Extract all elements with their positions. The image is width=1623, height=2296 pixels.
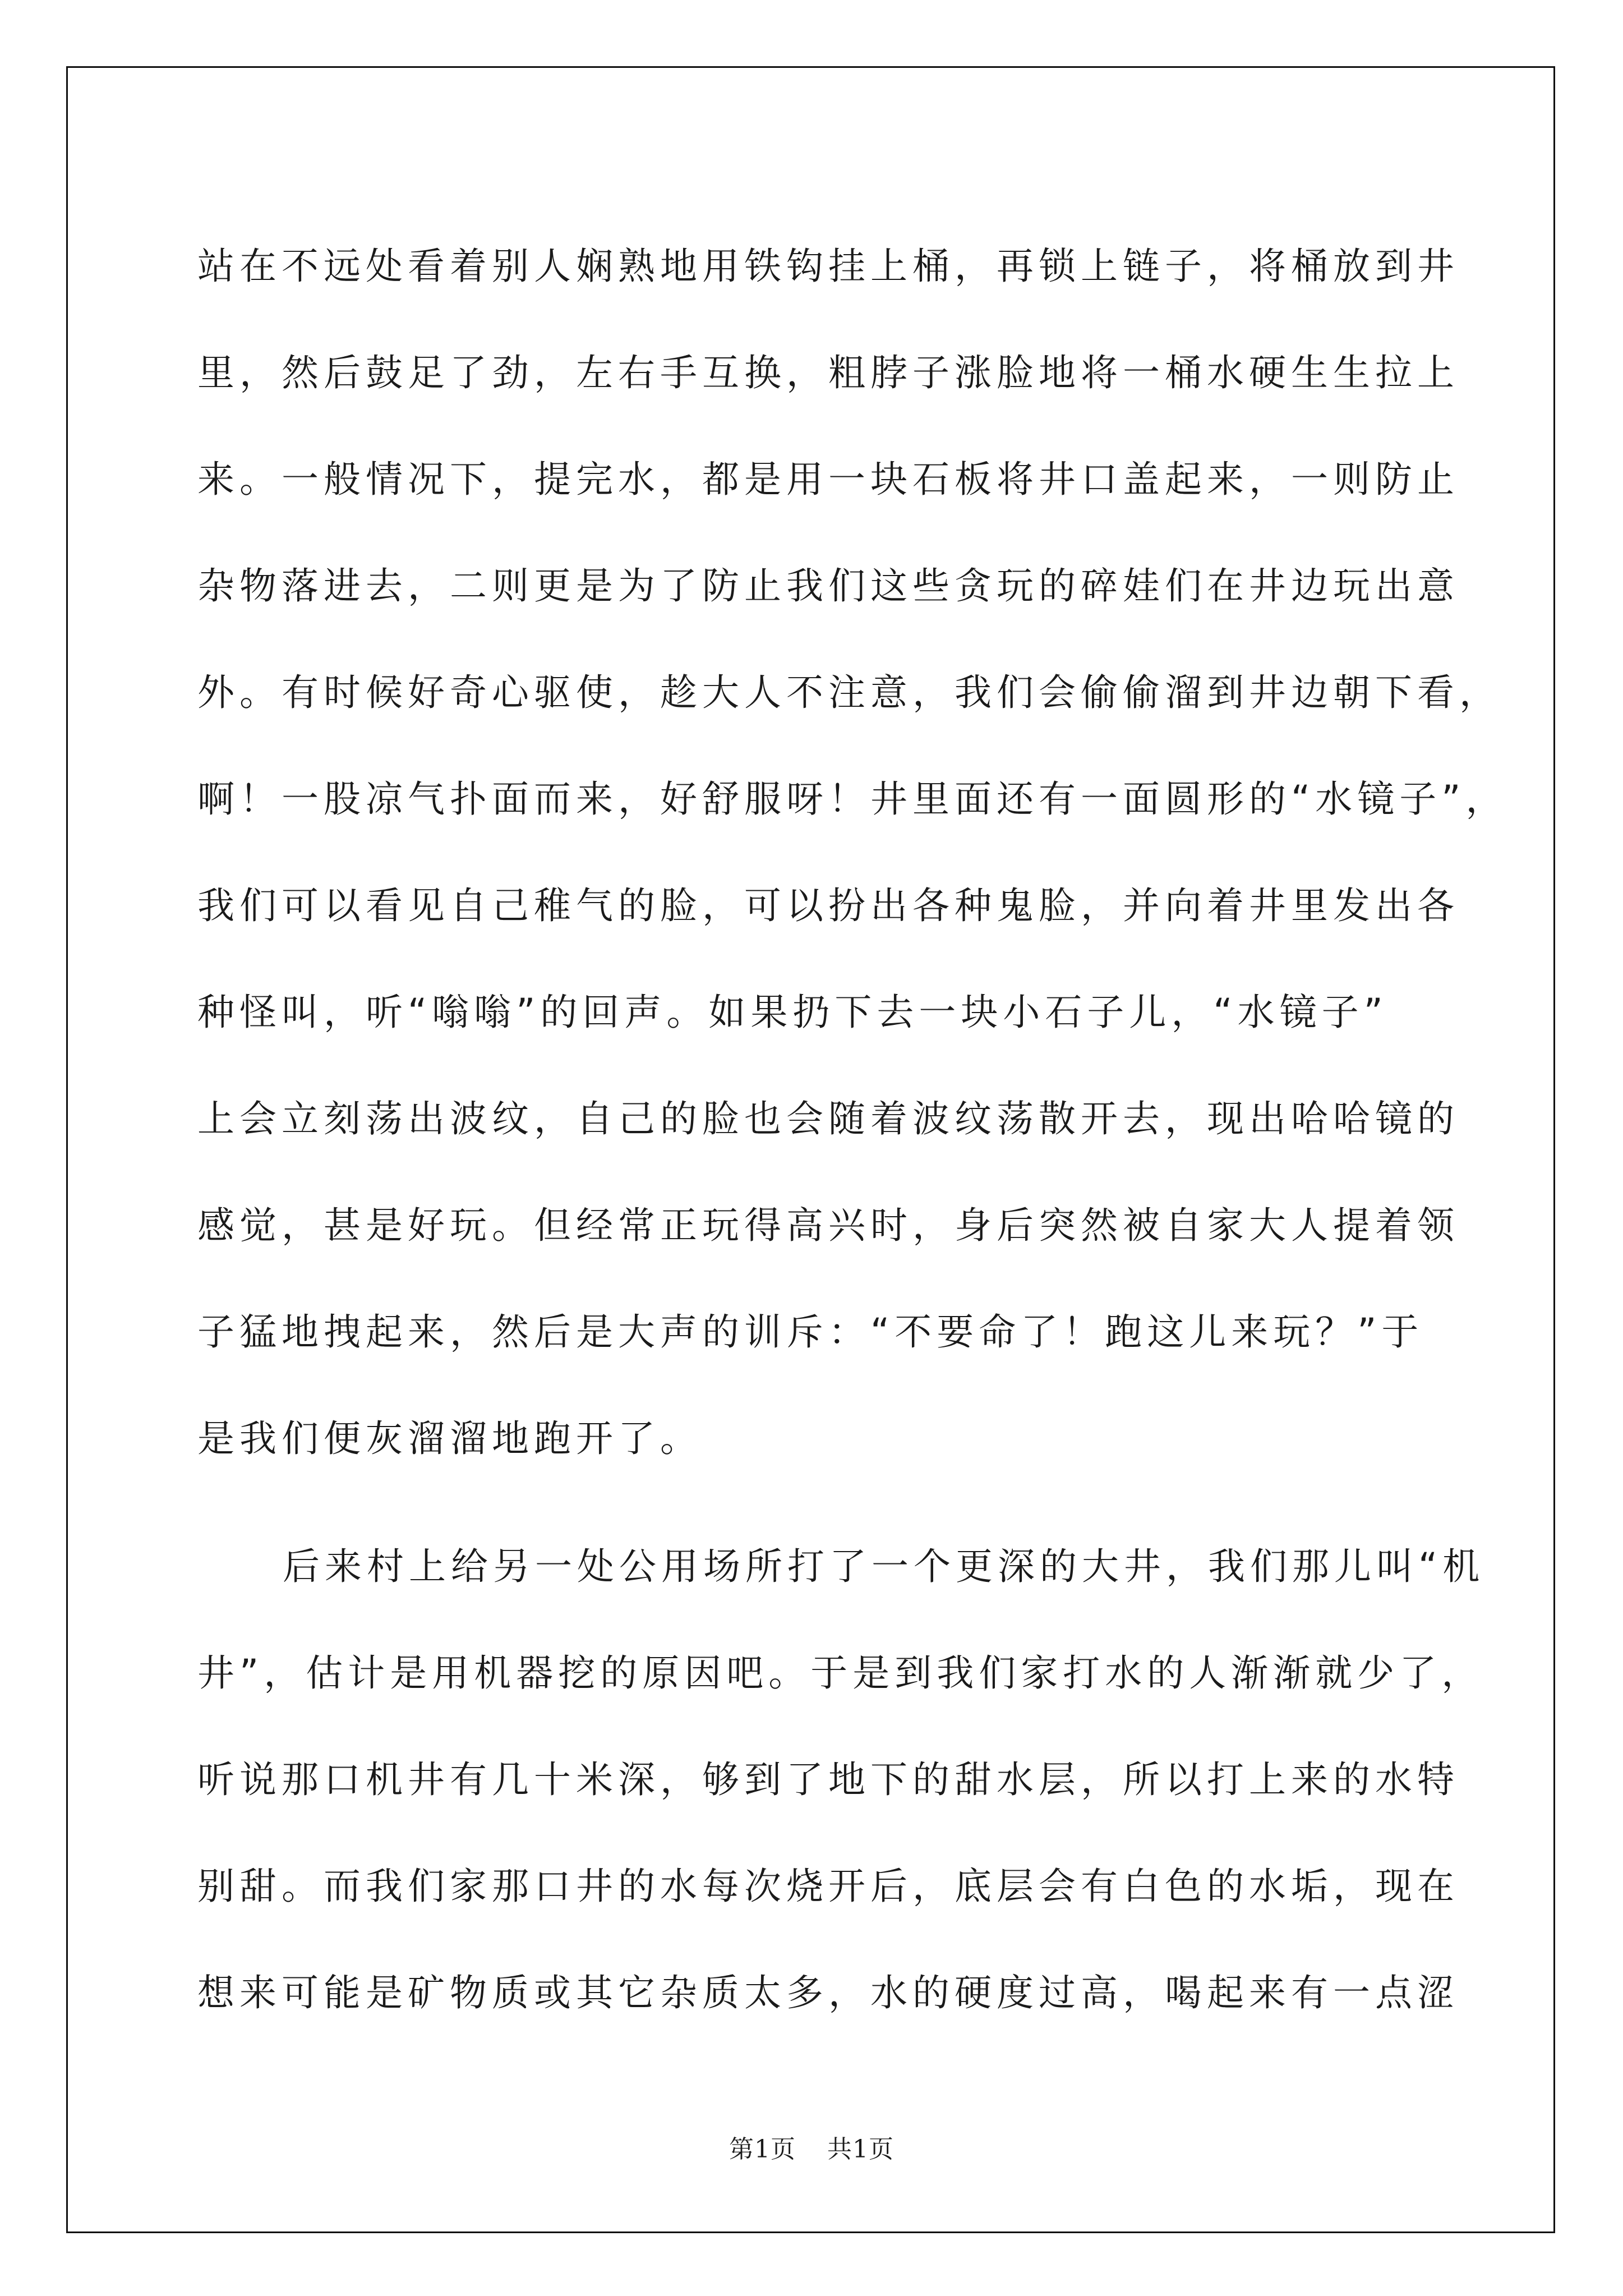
text-line: 站在不远处看着别人娴熟地用铁钩挂上桶，再锁上链子，将桶放到井 [197,245,1459,288]
text-line: 别甜。而我们家那口井的水每次烧开后，底层会有白色的水垢，现在 [197,1865,1459,1908]
text-line: 听说那口机井有几十米深，够到了地下的甜水层，所以打上来的水特 [197,1758,1459,1801]
text-line: 杂物落进去，二则更是为了防止我们这些贪玩的碎娃们在井边玩出意 [197,564,1459,608]
page-number: 第1页 [729,2135,796,2164]
paragraph-1 [197,213,1508,1492]
page-footer [0,2129,1623,2165]
paragraph-2 [197,1513,1485,2046]
text-line: 外。有时候好奇心驱使，趁大人不注意，我们会偷偷溜到井边朝下看， [197,671,1501,714]
text-line: 想来可能是矿物质或其它杂质太多，水的硬度过高，喝起来有一点涩 [197,1971,1459,2014]
text-line: 井”，估计是用机器挖的原因吧。于是到我们家打水的人渐渐就少了， [197,1651,1484,1695]
text-line: 来。一般情况下，提完水，都是用一块石板将井口盖起来，一则防止 [197,458,1459,501]
text-line: 我们可以看见自己稚气的脸，可以扮出各种鬼脸，并向着井里发出各 [197,884,1459,927]
text-line: 后来村上给另一处公用场所打了一个更深的大井，我们那儿叫“机 [283,1545,1485,1588]
text-line: 里，然后鼓足了劲，左右手互换，粗脖子涨脸地将一桶水硬生生拉上 [197,351,1459,394]
paragraph-spacer [197,1492,1431,1513]
text-line: 种怪叫，听“嗡嗡”的回声。如果扔下去一块小石子儿，“水镜子” [197,991,1388,1034]
page-total: 共1页 [827,2135,894,2164]
document-body [197,213,1508,2046]
text-line: 感觉，甚是好玩。但经常正玩得高兴时，身后突然被自家大人提着领 [197,1204,1459,1247]
text-line: 是我们便灰溜溜地跑开了。 [197,1417,702,1460]
text-line: 子猛地拽起来，然后是大声的训斥：“不要命了！跑这儿来玩？”于 [197,1310,1424,1354]
text-line: 啊！一股凉气扑面而来，好舒服呀！井里面还有一面圆形的“水镜子”， [197,777,1508,821]
text-line: 上会立刻荡出波纹，自己的脸也会随着波纹荡散开去，现出哈哈镜的 [197,1097,1459,1140]
